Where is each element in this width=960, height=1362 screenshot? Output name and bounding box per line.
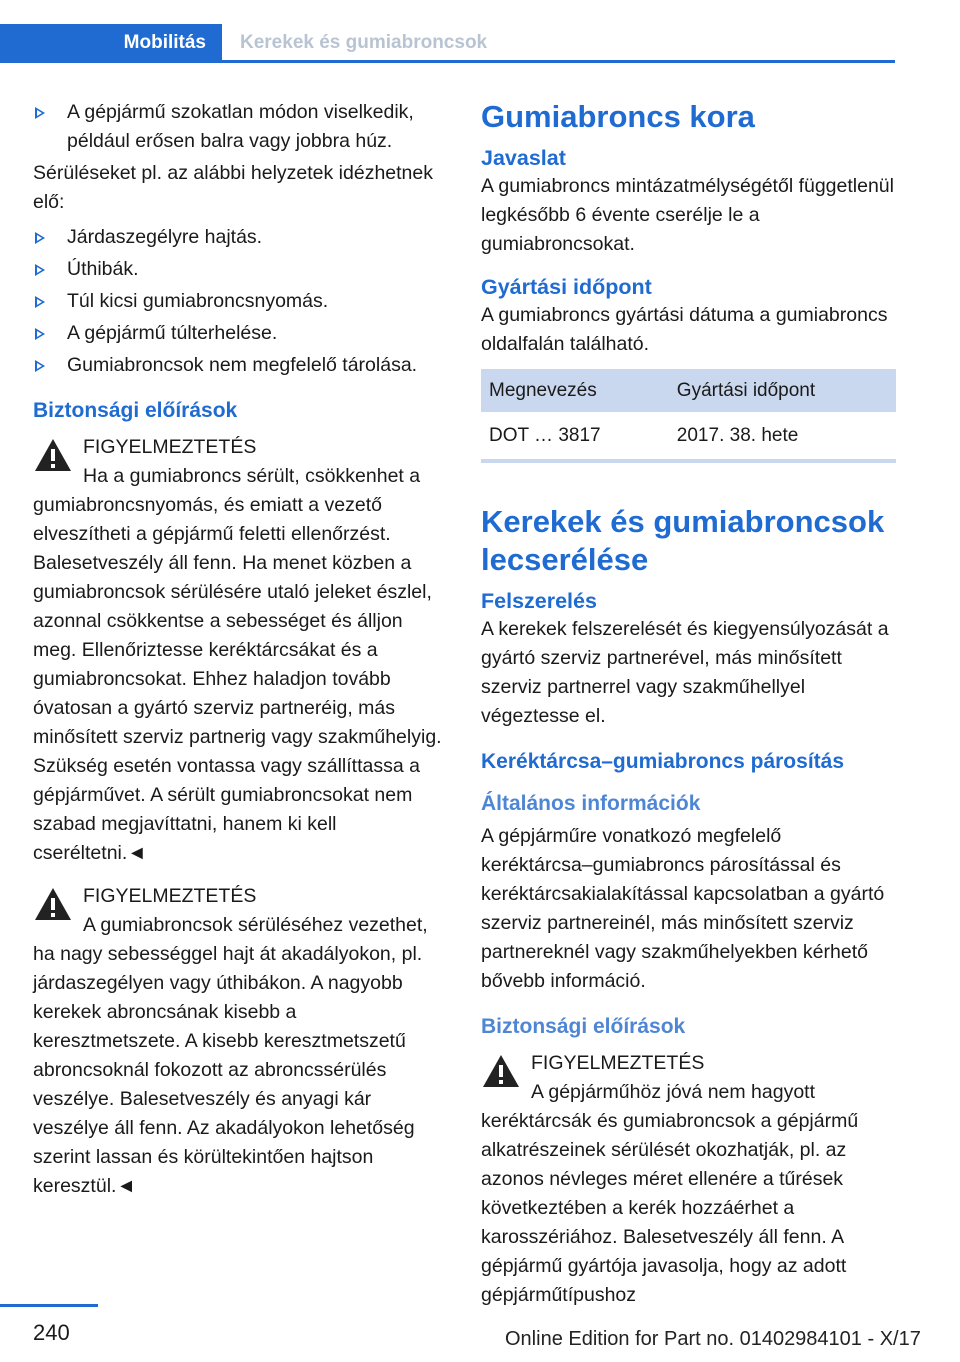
warning-block (33, 433, 448, 868)
table-header-cell: Gyártási időpont (669, 369, 896, 412)
intro-text: Sérüléseket pl. az alábbi helyzetek idézhetnek elő: (33, 162, 433, 213)
triangle-bullet-icon (35, 264, 45, 276)
list-item-text: Járdaszegélyre hajtás. (67, 226, 263, 248)
warning-triangle-icon (481, 1053, 521, 1089)
list-item-text: Úthibák. (67, 258, 139, 280)
warning-block (481, 1049, 896, 1310)
safety-heading: Biztonsági előírások (481, 1015, 686, 1038)
list-item-text: A gépjármű szokatlan módon viselkedik, például erősen balra vagy jobbra húz. (67, 101, 414, 152)
left-column (33, 98, 448, 1215)
list-item-text: Túl kicsi gumiabroncsnyomás. (67, 290, 329, 312)
section-title-replacement: Kerekek és gumiabroncsok lecserélése (481, 504, 885, 577)
triangle-bullet-icon (35, 232, 45, 244)
list-item (33, 98, 448, 156)
warning-text: A gépjárműhöz jóvá nem hagyott keréktárcsák és gumiabroncsok a gépjármű alkatrészeinek sérülését okozhatják, pl. az azonos névleges méret ellenére a tűrések következtében a kerék hozzáérhet a karosszériához. Balesetveszély áll fenn. A gépjármű gyártója javasolja, hogy az adott gépjárműtípushoz (481, 1081, 859, 1306)
warning-text: A gumiabroncsok sérüléséhez vezethet, ha nagy sebességgel hajt át akadályokon, pl. járdaszegélyen vagy úthibákon. A nagyobb kerekek abroncsának kisebb a keresztmetszete. A kisebb keresztmetszetű abroncsoknál fokozott az abroncssérülés veszélye. Balesetveszély és anyagi kár veszélye áll fenn. Az akadályokon lehetőség szerint lassan és körültekintően hajtson keresztül.◄ (33, 914, 428, 1197)
warning-label: FIGYELMEZTETÉS (83, 436, 257, 458)
triangle-bullet-icon (35, 360, 45, 372)
table-cell: 2017. 38. hete (676, 425, 799, 446)
list-item (33, 319, 448, 348)
page-header (0, 0, 895, 62)
warning-label: FIGYELMEZTETÉS (531, 1052, 705, 1074)
header-rule (0, 60, 895, 63)
triangle-bullet-icon (35, 296, 45, 308)
mounting-heading: Felszerelés (481, 589, 597, 613)
production-date-text: A gumiabroncs gyártási dátuma a gumiabroncs oldalfalán található. (481, 304, 888, 355)
mounting-text: A kerekek felszerelését és kiegyensúlyozását a gyártó szerviz partnerével, más minősített szerviz partnerrel vagy szakműhellyel végeztesse el. (481, 618, 889, 727)
list-item-text: Gumiabroncsok nem megfelelő tárolása. (67, 354, 418, 376)
production-date-heading: Gyártási időpont (481, 275, 652, 299)
edition-note: Online Edition for Part no. 01402984101 - X/17 (505, 1328, 921, 1350)
production-date-table (481, 369, 896, 463)
list-item (33, 287, 448, 316)
warning-triangle-icon (33, 437, 73, 473)
recommendation-text: A gumiabroncs mintázatmélységétől függetlenül legkésőbb 6 évente cserélje le a gumiabroncsokat. (481, 175, 894, 255)
list-item (33, 351, 448, 380)
general-info-heading: Általános információk (481, 792, 701, 815)
page-number: 240 (33, 1320, 70, 1345)
warning-triangle-icon (33, 886, 73, 922)
list-item-text: A gépjármű túlterhelése. (67, 322, 278, 344)
footer-rule (0, 1304, 98, 1307)
table-header-row (481, 369, 896, 412)
table-row (481, 412, 896, 459)
section-title-tire-age: Gumiabroncs kora (481, 99, 755, 134)
general-info-text: A gépjárműre vonatkozó megfelelő keréktárcsa–gumiabroncs párosítással és keréktárcsakialakítással kapcsolatban a gyártó szerviz partnereinél, más minősített szerviz partnereknél vagy szakműhelyekben kérhető bővebb információ. (481, 825, 885, 992)
chapter-tab: Kerekek és gumiabroncsok (240, 31, 488, 53)
list-item (33, 255, 448, 284)
list-item (33, 223, 448, 252)
triangle-bullet-icon (35, 328, 45, 340)
warning-label: FIGYELMEZTETÉS (83, 885, 257, 907)
table-header-cell: Megnevezés (481, 369, 669, 412)
table-bottom-rule (481, 459, 896, 463)
section-tab: Mobilitás (0, 24, 222, 61)
table-cell: DOT … 3817 (489, 425, 601, 446)
safety-heading: Biztonsági előírások (33, 399, 238, 422)
right-column (481, 98, 896, 1324)
warning-text: Ha a gumiabroncs sérült, csökkenhet a gumiabroncsnyomás, és emiatt a vezető elveszítheti a gépjármű feletti ellenőrzést. Balesetveszély áll fenn. Ha menet közben a gumiabroncsok sérülésére utaló jeleket észlel, azonnal csökkentse a sebességet és álljon meg. Ellenőriztesse keréktárcsákat és a gumiabroncsokat. Ehhez haladjon tovább óvatosan a gyártó szerviz partneréig, más minősített szerviz partnerig vagy szakműhelyig. Szükség esetén vontassa vagy szállíttassa a gépjárművet. A sérült gumiabroncsokat nem szabad megjavíttatni, hanem ki kell cseréltetni.◄ (33, 465, 442, 864)
pairing-heading: Keréktárcsa–gumiabroncs párosítás (481, 750, 844, 773)
recommendation-heading: Javaslat (481, 146, 566, 170)
warning-block (33, 882, 448, 1201)
triangle-bullet-icon (35, 107, 45, 119)
page-footer (0, 1302, 960, 1362)
